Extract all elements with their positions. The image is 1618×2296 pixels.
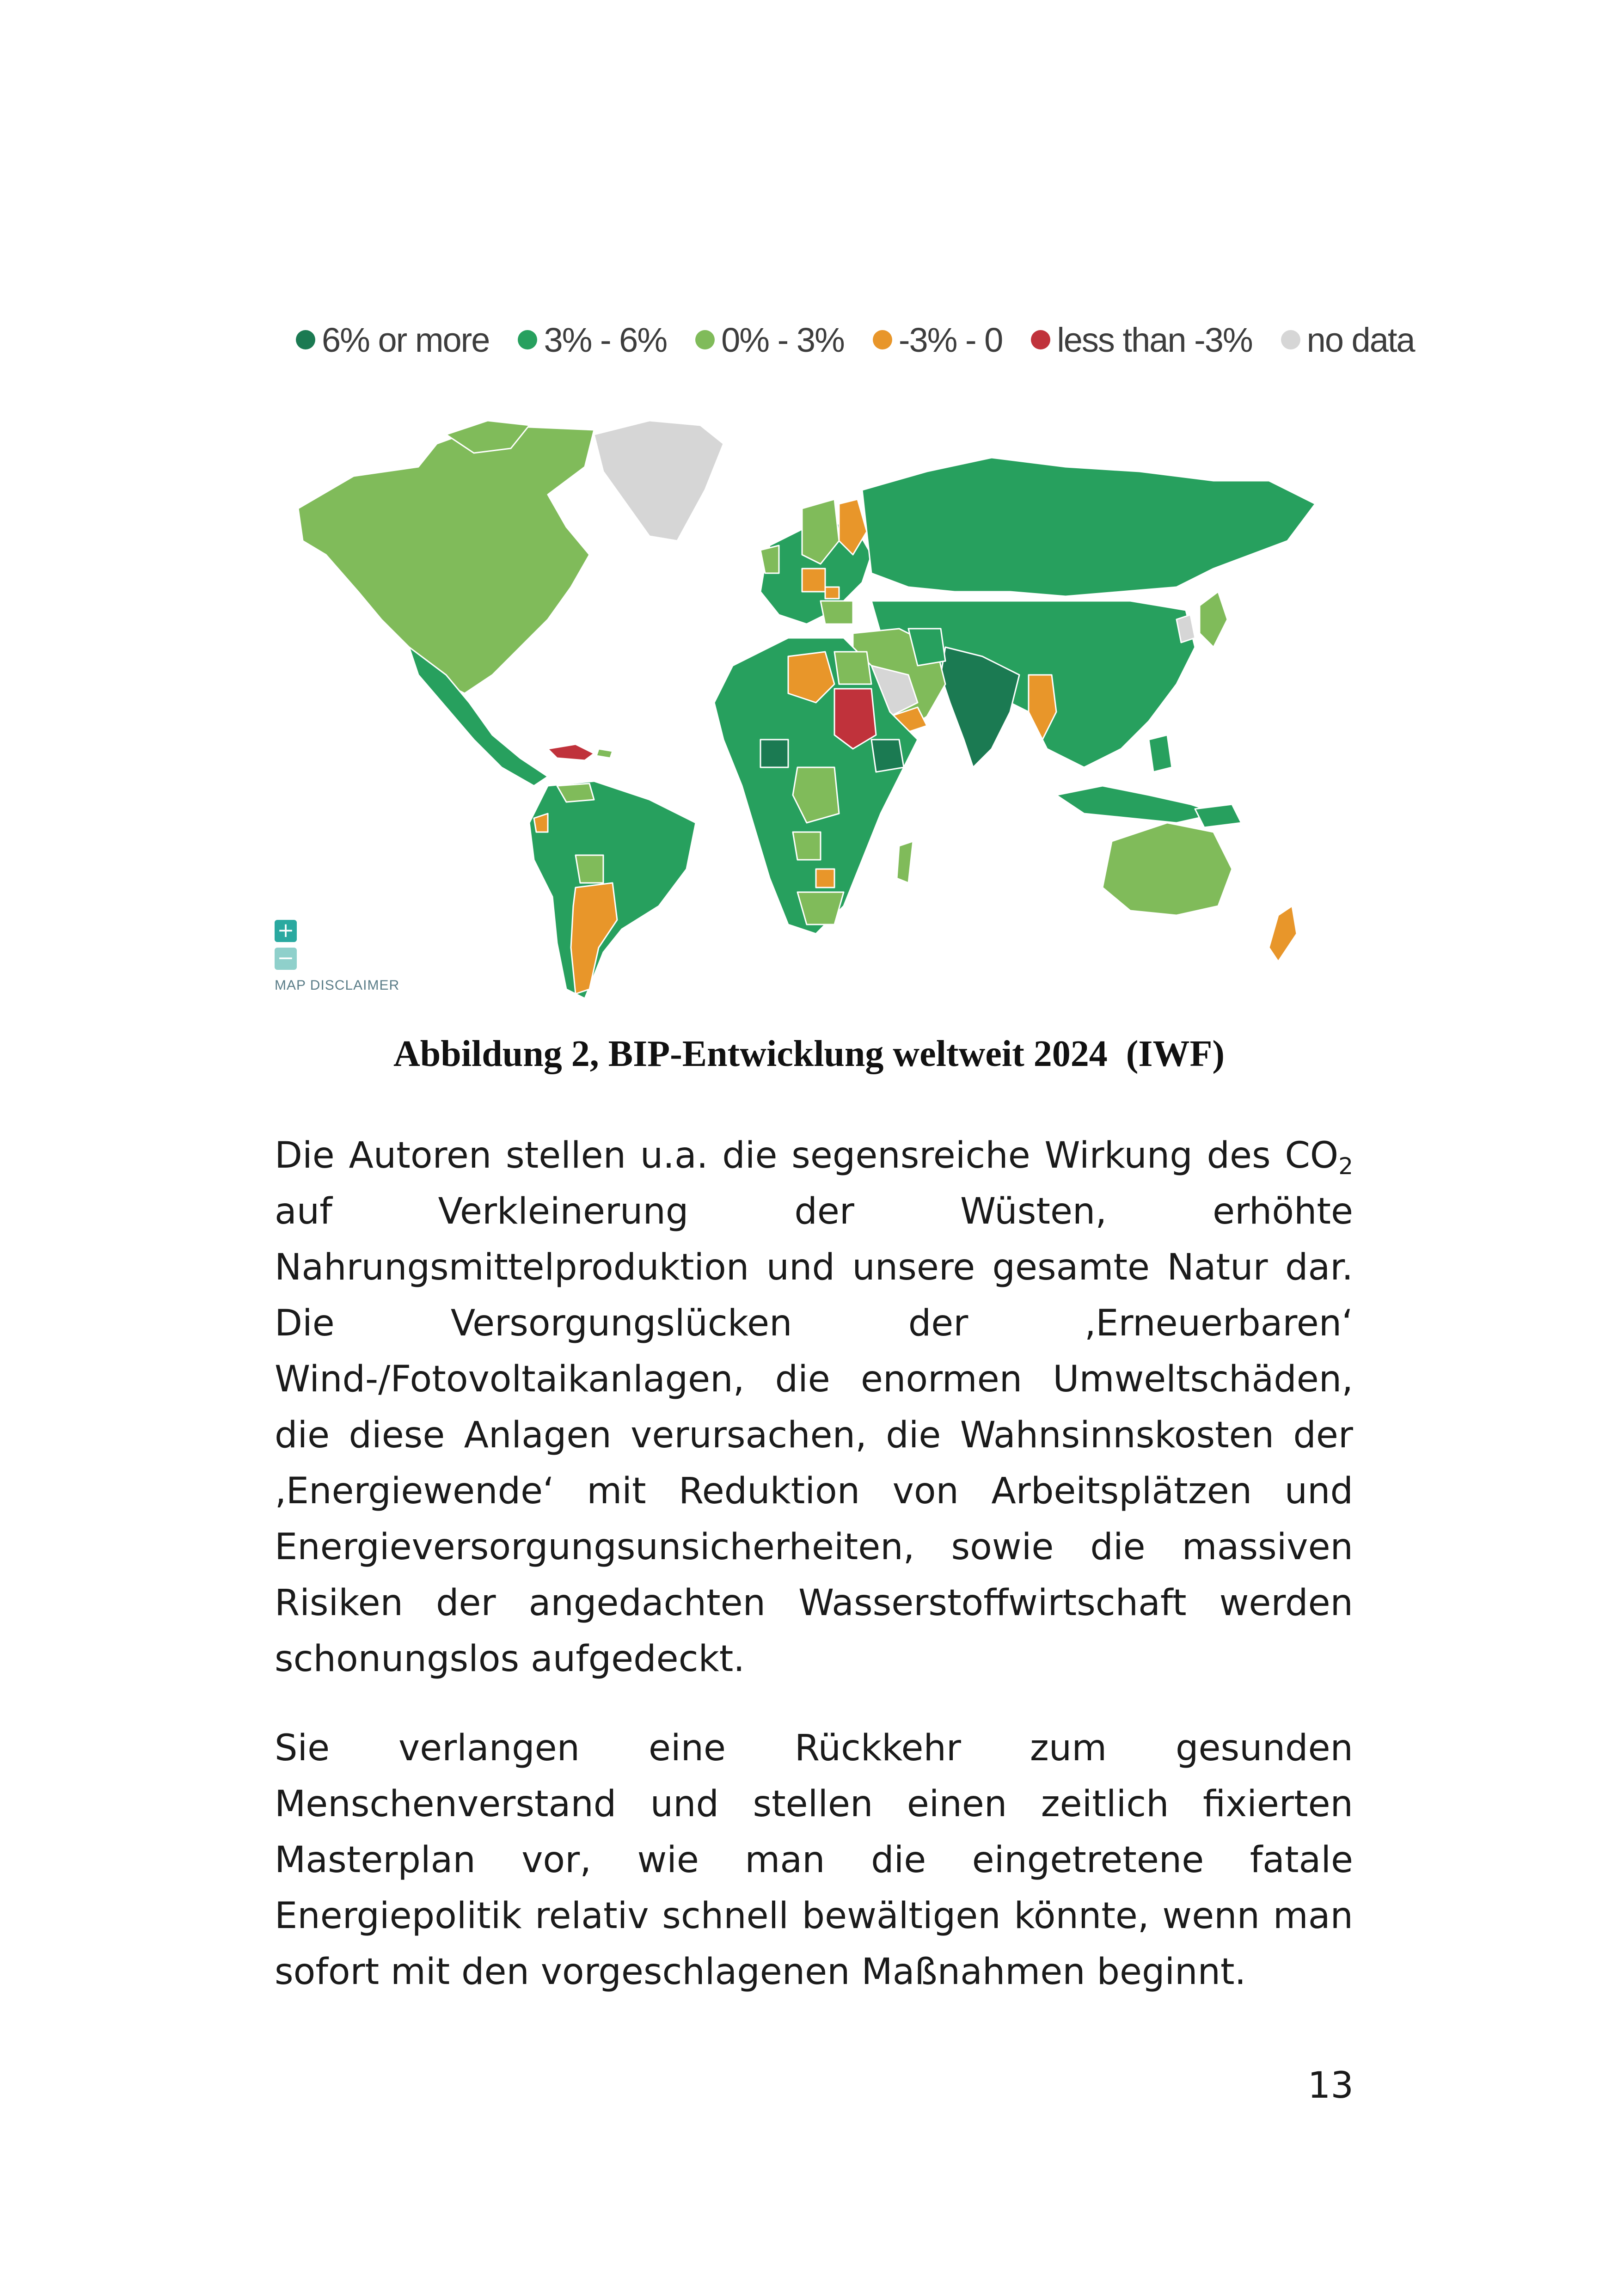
region-new-zealand	[1269, 906, 1297, 961]
page-number: 13	[1307, 2065, 1354, 2106]
region-balkans	[821, 601, 853, 624]
legend-item-6-or-more	[296, 320, 489, 360]
world-map[interactable]	[270, 416, 1352, 1003]
region-papua	[1195, 804, 1241, 827]
paragraph-1-text-after: auf Verkleinerung der Wüsten, erhöhte Nahrungsmittelproduktion und unsere gesamte Natur dar. Die Versorgungslücken der ‚Erneuerbaren‘ Wind-/Fotovoltaikanlagen, die enormen Umweltschäden, die diese Anlagen verursachen, die Wahnsinnskosten der ‚Energiewende‘ mit Reduktion von Arbeitsplätzen und Energieversorgungsunsicherheiten, sowie die massiven Risiken der angedachten Wasserstoffwirtschaft werden schonungslos aufgedeckt.	[275, 1191, 1353, 1680]
region-greenland	[594, 421, 723, 541]
region-austria	[825, 587, 839, 599]
region-caribbean-2	[596, 749, 613, 758]
co2-subscript: 2	[1338, 1153, 1353, 1180]
legend-item-less-than-minus3	[1031, 320, 1252, 360]
legend-label: 0% - 3%	[721, 320, 844, 359]
region-indonesia	[1056, 786, 1218, 823]
legend-label: -3% - 0	[898, 320, 1003, 359]
figure-caption: Abbildung 2, BIP-Entwicklung weltweit 2024 (IWF)	[393, 1034, 1225, 1074]
legend-dot-icon	[695, 330, 715, 349]
legend-item-0-to-3	[695, 320, 844, 360]
legend-dot-icon	[873, 330, 892, 349]
region-madagascar	[897, 841, 913, 883]
legend-dot-icon	[518, 330, 537, 349]
legend-dot-icon	[1281, 330, 1300, 349]
legend-dot-icon	[1031, 330, 1050, 349]
legend-item-3-to-6	[518, 320, 667, 360]
region-philippines	[1149, 735, 1172, 772]
legend-dot-icon	[296, 330, 315, 349]
region-bolivia	[576, 855, 603, 883]
paragraph-1	[275, 1128, 1353, 1687]
zoom-out-button[interactable]: −	[275, 948, 297, 970]
paragraph-2: Sie verlangen eine Rückkehr zum gesunden Menschenverstand und stellen einen zeitlich fixierten Masterplan vor, wie man die eingetretene fatale Energiepolitik relativ schnell bewältigen könnte, wenn man sofort mit den vorgeschlagenen Maßnahmen beginnt.	[275, 1727, 1353, 1993]
region-japan	[1200, 592, 1227, 647]
legend-label: 6% or more	[322, 320, 490, 359]
region-egypt	[834, 652, 871, 684]
region-nigeria	[760, 740, 788, 767]
legend-item-no-data	[1281, 320, 1415, 360]
region-germany	[802, 569, 825, 592]
map-disclaimer-link[interactable]: MAP DISCLAIMER	[275, 978, 400, 993]
region-caribbean	[548, 744, 594, 760]
region-botswana	[816, 869, 834, 888]
region-north-america	[298, 425, 594, 693]
legend-item-minus3-to-0	[873, 320, 1003, 360]
region-angola	[793, 832, 821, 860]
legend-label: 3% - 6%	[544, 320, 667, 359]
region-uk	[760, 545, 779, 573]
zoom-in-button[interactable]: +	[275, 920, 297, 942]
region-australia	[1103, 823, 1232, 915]
legend-label: no data	[1306, 320, 1415, 359]
region-russia	[862, 458, 1315, 596]
map-legend	[296, 314, 1415, 365]
legend-label: less than -3%	[1057, 320, 1252, 359]
region-ethiopia	[871, 740, 904, 772]
paragraph-1-text-before: Die Autoren stellen u.a. die segensreiche Wirkung des CO	[275, 1135, 1339, 1176]
